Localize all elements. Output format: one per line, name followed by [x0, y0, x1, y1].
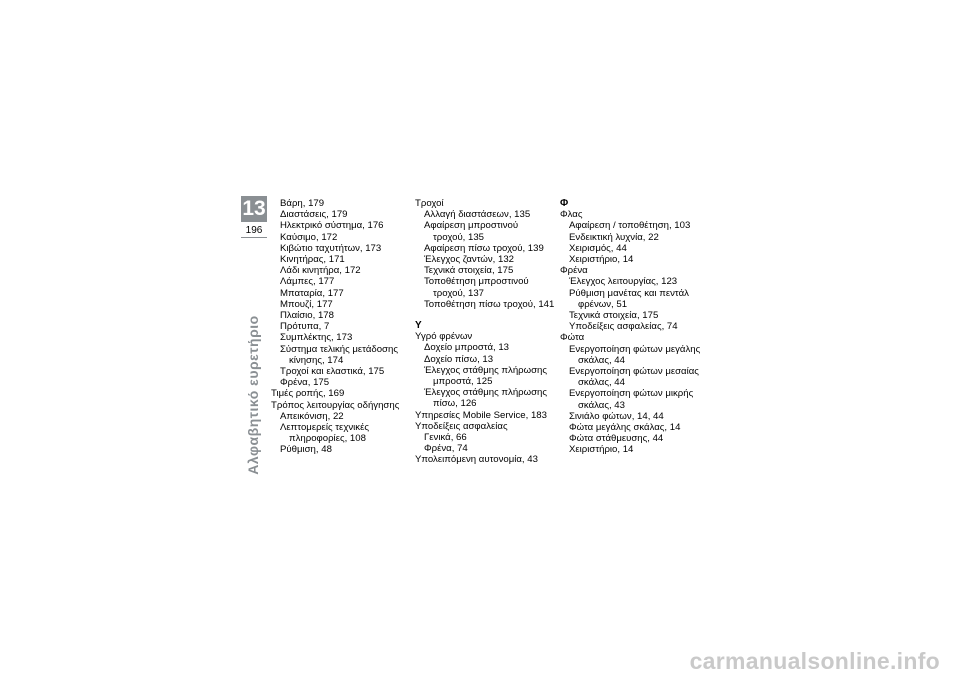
index-subentry: Αφαίρεση / τοποθέτηση, 103	[569, 220, 691, 232]
index-subentry: Καύσιμο, 172	[280, 231, 338, 243]
index-subentry: Τεχνικά στοιχεία, 175	[569, 310, 659, 322]
index-subentry: Έλεγχος στάθμης πλήρωσης	[424, 364, 547, 376]
index-subentry: Δοχείο μπροστά, 13	[424, 342, 509, 354]
index-subentry: Ενεργοποίηση φώτων μικρής	[569, 388, 694, 400]
index-subentry: πληροφορίες, 108	[289, 433, 366, 445]
index-subentry: τροχού, 135	[433, 231, 485, 243]
index-subentry: πίσω, 126	[433, 398, 477, 410]
index-subentry: Γενικά, 66	[424, 432, 467, 444]
index-subentry: Αφαίρεση μπροστινού	[424, 220, 519, 232]
index-entry: Υγρό φρένων	[415, 331, 473, 343]
index-entry: Υπολειπόμενη αυτονομία, 43	[415, 454, 538, 466]
index-subentry: Λεπτομερείς τεχνικές	[280, 422, 369, 434]
index-subentry: Ρύθμιση μανέτας και πεντάλ	[569, 287, 689, 299]
index-entry: Υποδείξεις ασφαλείας	[415, 420, 508, 432]
index-subentry: τροχού, 137	[433, 287, 485, 299]
index-column-3	[560, 198, 700, 456]
index-subentry: Τεχνικά στοιχεία, 175	[424, 265, 514, 277]
index-subentry: Τοποθέτηση μπροστινού	[424, 276, 529, 288]
index-entry: Φρένα	[560, 265, 588, 277]
index-subentry: Κιβώτιο ταχυτήτων, 173	[280, 242, 382, 254]
index-subentry: Έλεγχος λειτουργίας, 123	[569, 276, 678, 288]
index-subentry: Ενεργοποίηση φώτων μεγάλης	[569, 343, 701, 355]
index-subentry: Έλεγχος στάθμης πλήρωσης	[424, 387, 547, 399]
index-entry: Τρόπος λειτουργίας οδήγησης	[271, 399, 400, 411]
index-entry: Φώτα	[560, 332, 585, 344]
index-entry: Τιμές ροπής, 169	[271, 388, 345, 400]
index-subentry: Υποδείξεις ασφαλείας, 74	[569, 321, 678, 333]
index-subentry: Σινιάλο φώτων, 14, 44	[569, 410, 664, 422]
index-subentry: Λάδι κινητήρα, 172	[280, 265, 361, 277]
index-subentry: Πρότυπα, 7	[280, 321, 330, 333]
index-subentry: Διαστάσεις, 179	[280, 209, 348, 221]
index-subentry: Πλαίσιο, 178	[280, 310, 334, 322]
page-number: 196	[245, 225, 263, 236]
page-number-divider	[241, 237, 267, 238]
index-entry: Τροχοί	[415, 198, 444, 209]
index-subentry: Χειρισμός, 44	[569, 242, 627, 254]
index-subentry: Μπουζί, 177	[280, 298, 333, 310]
index-subentry: Κινητήρας, 171	[280, 254, 345, 266]
index-subentry: σκάλας, 44	[578, 354, 625, 366]
index-subentry: Ρύθμιση, 48	[280, 444, 332, 456]
section-title: Αλφαβητικό ευρετήριο	[245, 315, 261, 475]
index-entry: Υπηρεσίες Mobile Service, 183	[415, 409, 547, 421]
index-subentry: Σύστημα τελικής μετάδοσης	[280, 343, 398, 355]
index-subentry: Φρένα, 175	[280, 377, 330, 389]
index-subentry: Ενεργοποίηση φώτων μεσαίας	[569, 366, 699, 378]
index-subentry: Φώτα μεγάλης σκάλας, 14	[569, 422, 681, 434]
index-column-2	[415, 198, 555, 466]
index-subentry: Αλλαγή διαστάσεων, 135	[424, 209, 531, 221]
index-subentry: Χειριστήριο, 14	[569, 444, 634, 456]
index-subentry: Τροχοί και ελαστικά, 175	[280, 366, 385, 378]
index-subentry: Λάμπες, 177	[280, 276, 335, 288]
index-letter-heading: Φ	[560, 198, 569, 209]
index-subentry: Απεικόνιση, 22	[280, 410, 344, 422]
index-subentry: σκάλας, 44	[578, 377, 625, 389]
index-subentry: Βάρη, 179	[280, 198, 325, 209]
index-subentry: Τοποθέτηση πίσω τροχού, 141	[424, 298, 555, 310]
index-subentry: Μπαταρία, 177	[280, 287, 344, 299]
watermark: carmanualsonline.info	[689, 648, 940, 674]
index-letter-heading: Υ	[415, 320, 422, 332]
index-subentry: Φρένα, 74	[424, 443, 468, 455]
index-subentry: μπροστά, 125	[433, 376, 493, 388]
index-subentry: Έλεγχος ζαντών, 132	[424, 254, 515, 266]
index-subentry: Δοχείο πίσω, 13	[424, 353, 494, 365]
index-subentry: Ενδεικτική λυχνία, 22	[569, 231, 659, 243]
index-subentry: σκάλας, 43	[578, 399, 625, 411]
index-subentry: Συμπλέκτης, 173	[280, 332, 353, 344]
index-entry: Φλας	[560, 209, 583, 221]
index-column-1	[271, 198, 411, 456]
index-subentry: Ηλεκτρικό σύστημα, 176	[280, 220, 384, 232]
chapter-number-badge: 13	[242, 197, 266, 220]
index-subentry: Χειριστήριο, 14	[569, 254, 634, 266]
index-subentry: κίνησης, 174	[289, 354, 344, 366]
index-subentry: Αφαίρεση πίσω τροχού, 139	[424, 242, 544, 254]
index-subentry: φρένων, 51	[578, 298, 628, 310]
index-subentry: Φώτα στάθμευσης, 44	[569, 433, 664, 445]
